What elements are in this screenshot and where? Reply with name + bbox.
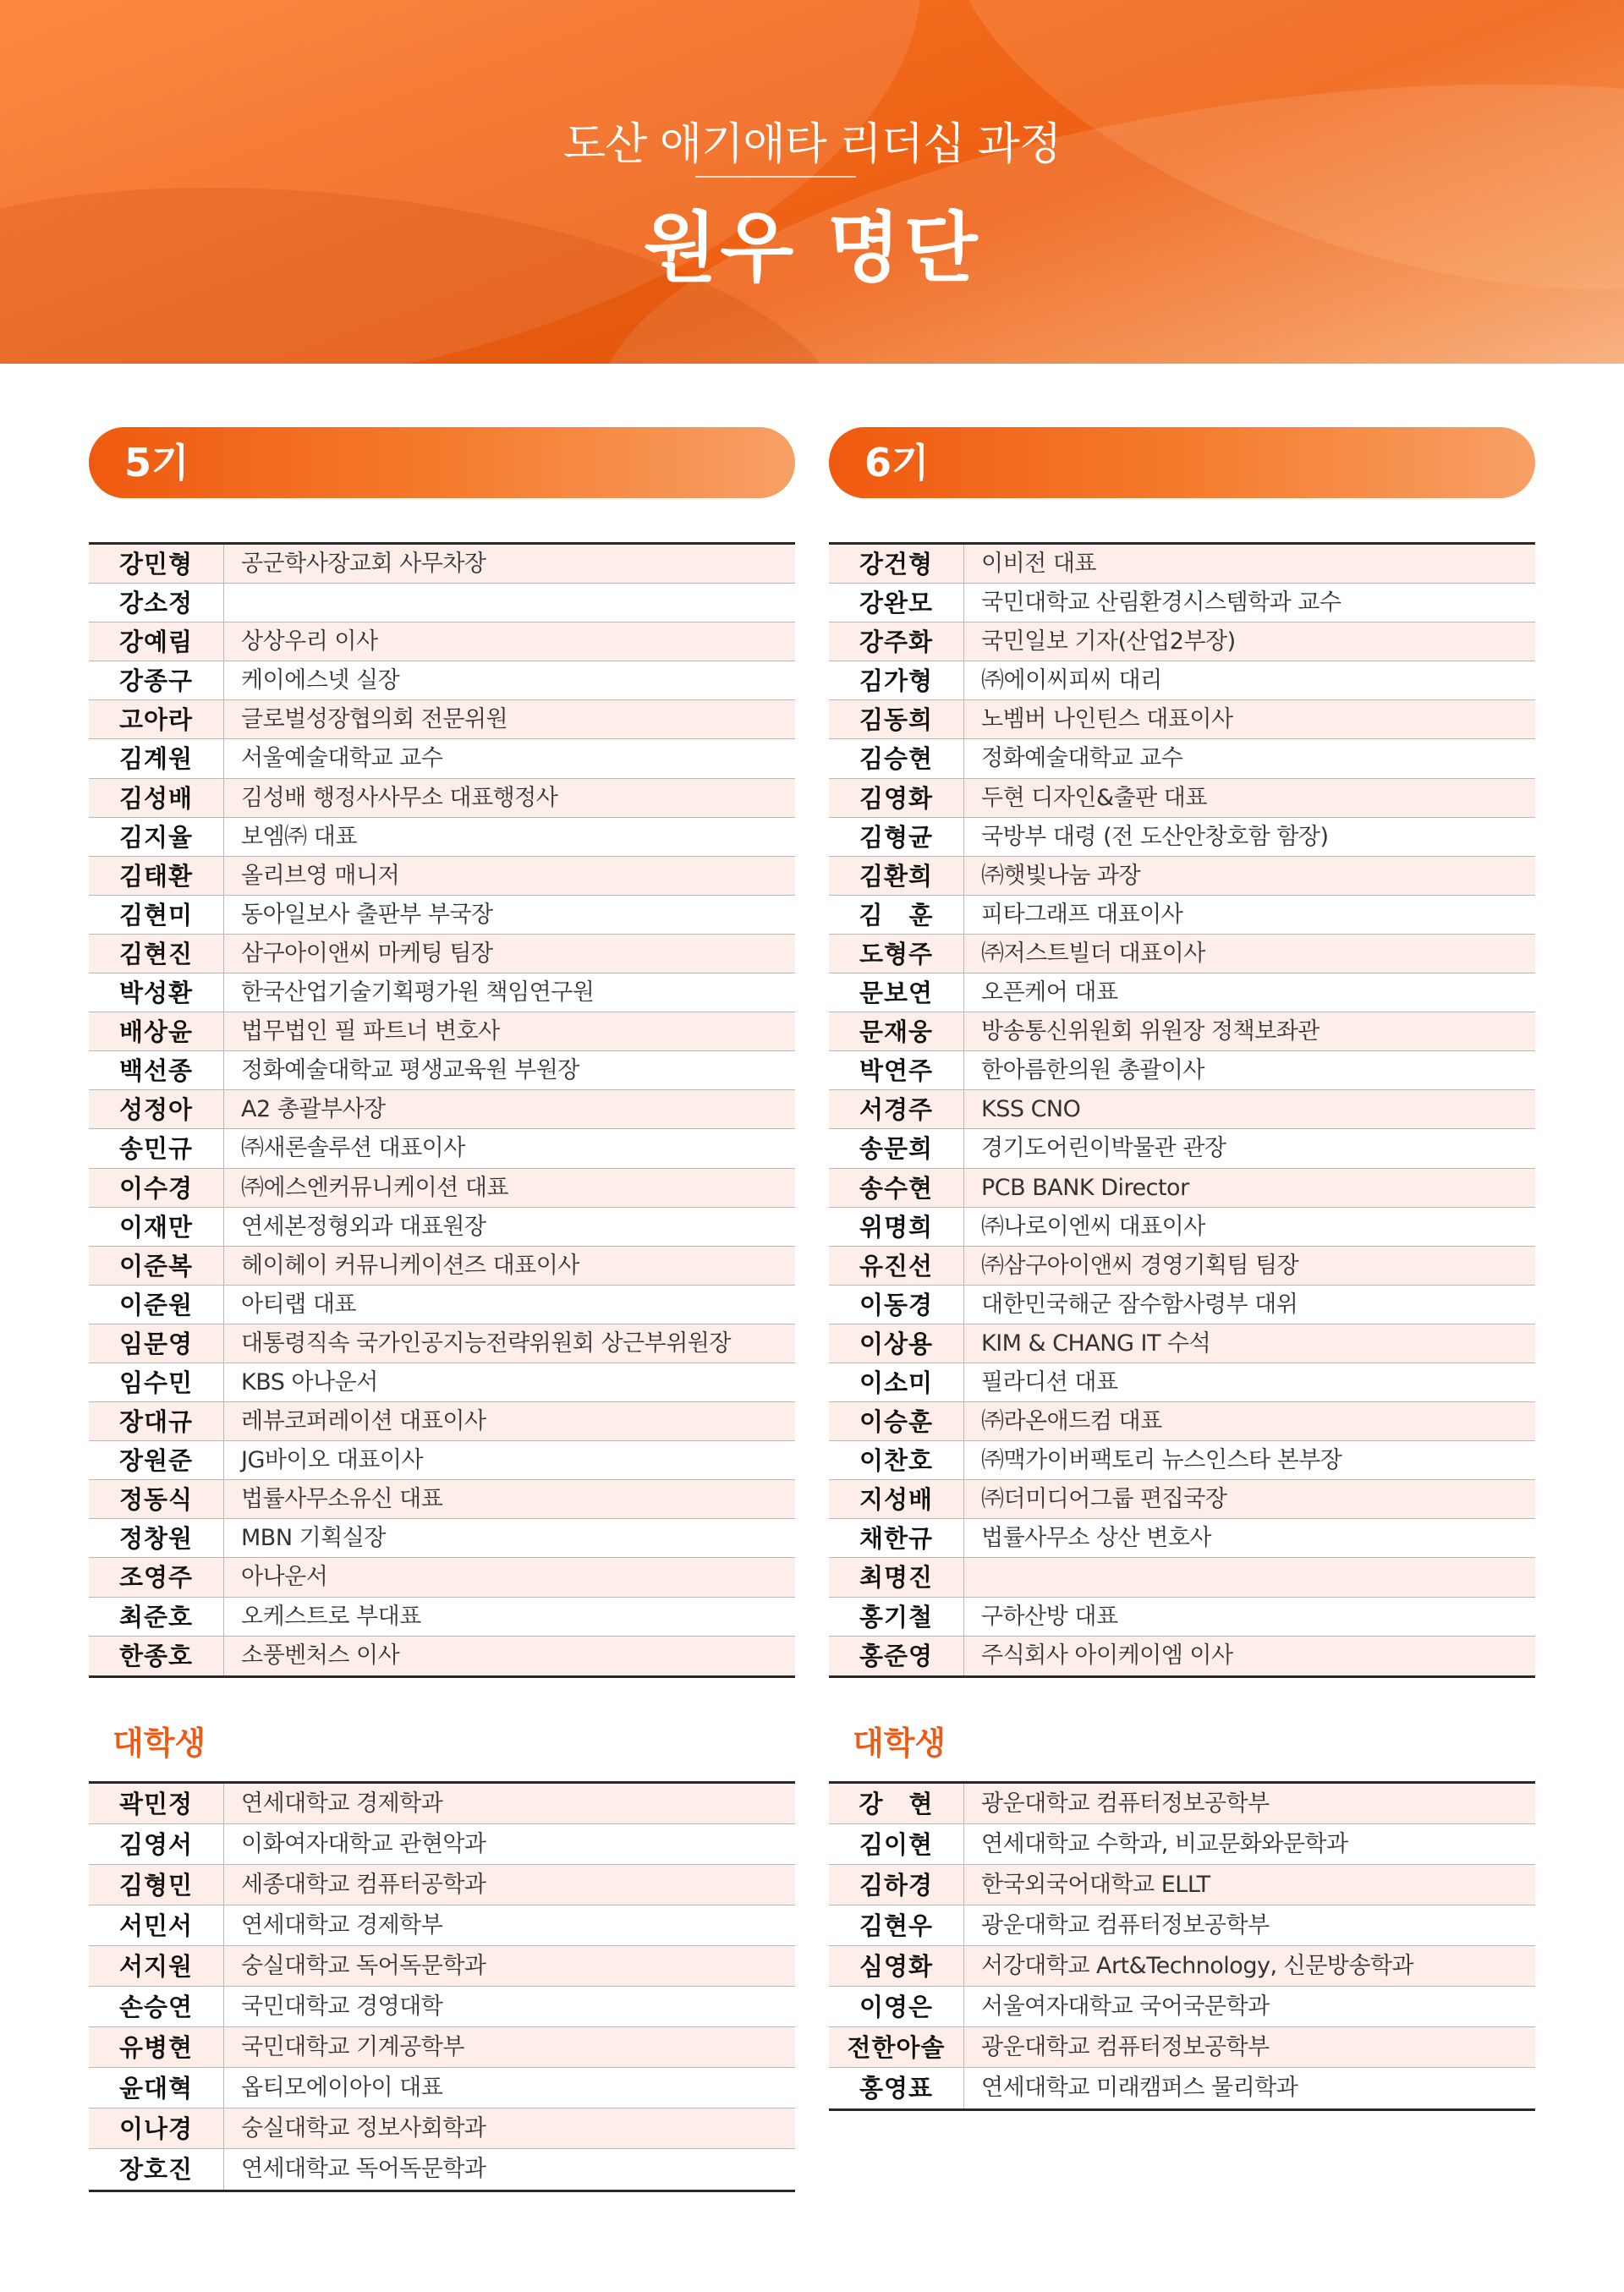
member-name: 서경주 bbox=[829, 1090, 964, 1128]
table-row bbox=[829, 584, 1535, 622]
member-affiliation: 서강대학교 Art&Technology, 신문방송학과 bbox=[981, 1952, 1414, 1979]
member-affiliation: 레뷰코퍼레이션 대표이사 bbox=[241, 1408, 486, 1435]
table-row bbox=[89, 1402, 795, 1441]
table-row bbox=[89, 739, 795, 778]
table-row bbox=[89, 2068, 795, 2108]
member-affiliation: 광운대학교 컴퓨터정보공학부 bbox=[981, 1790, 1270, 1817]
cohort-5-table bbox=[89, 542, 795, 1678]
table-row bbox=[89, 2149, 795, 2190]
cohort-6-table bbox=[829, 542, 1535, 1678]
member-name: 홍준영 bbox=[829, 1637, 964, 1675]
table-row bbox=[89, 1441, 795, 1480]
member-name: 고아라 bbox=[89, 700, 224, 738]
table-row bbox=[89, 1824, 795, 1865]
member-affiliation: 법무법인 필 파트너 변호사 bbox=[241, 1018, 500, 1045]
member-name: 김가형 bbox=[829, 661, 964, 699]
member-affiliation: 주식회사 아이케이엠 이사 bbox=[981, 1642, 1233, 1669]
member-name: 전한아솔 bbox=[829, 2027, 964, 2067]
table-row bbox=[829, 1051, 1535, 1090]
member-affiliation: PCB BANK Director bbox=[981, 1174, 1189, 1201]
member-name: 강민형 bbox=[89, 545, 224, 583]
table-row bbox=[89, 1286, 795, 1324]
member-affiliation: ㈜라온애드컴 대표 bbox=[981, 1408, 1162, 1435]
member-affiliation: 아티랩 대표 bbox=[241, 1291, 356, 1318]
member-name: 채한규 bbox=[829, 1519, 964, 1557]
member-name: 백선종 bbox=[89, 1051, 224, 1089]
member-affiliation: 구하산방 대표 bbox=[981, 1603, 1118, 1630]
member-name: 김환희 bbox=[829, 857, 964, 895]
member-affiliation bbox=[224, 584, 795, 622]
member-affiliation: 오픈케어 대표 bbox=[981, 979, 1118, 1006]
member-name: 심영화 bbox=[829, 1946, 964, 1986]
table-row bbox=[89, 1051, 795, 1090]
table-row bbox=[89, 818, 795, 857]
cohort-5-label: 5기 bbox=[89, 427, 795, 498]
member-affiliation: 연세대학교 미래캠퍼스 물리학과 bbox=[981, 2074, 1298, 2101]
table-row bbox=[89, 1480, 795, 1519]
table-row bbox=[829, 545, 1535, 584]
table-row bbox=[829, 1090, 1535, 1129]
table-row bbox=[89, 700, 795, 739]
member-affiliation: 서울예술대학교 교수 bbox=[241, 745, 443, 772]
table-row bbox=[89, 1987, 795, 2027]
member-name: 이동경 bbox=[829, 1286, 964, 1324]
member-name: 손승연 bbox=[89, 1987, 224, 2026]
table-row bbox=[89, 584, 795, 622]
member-affiliation: 동아일보사 출판부 부국장 bbox=[241, 901, 493, 928]
table-row bbox=[829, 1905, 1535, 1946]
member-name: 송문희 bbox=[829, 1129, 964, 1167]
member-affiliation: 정화예술대학교 평생교육원 부원장 bbox=[241, 1057, 579, 1084]
member-affiliation: 광운대학교 컴퓨터정보공학부 bbox=[981, 2033, 1270, 2060]
member-name: 송민규 bbox=[89, 1129, 224, 1167]
member-name: 김계원 bbox=[89, 739, 224, 777]
member-name: 문보연 bbox=[829, 973, 964, 1012]
member-name: 이소미 bbox=[829, 1363, 964, 1401]
table-row bbox=[829, 1402, 1535, 1441]
member-name: 김형균 bbox=[829, 818, 964, 856]
member-name: 김이현 bbox=[829, 1824, 964, 1864]
table-row bbox=[89, 1784, 795, 1824]
table-row bbox=[89, 1247, 795, 1286]
member-affiliation: 숭실대학교 독어독문학과 bbox=[241, 1952, 486, 1979]
member-name: 임문영 bbox=[89, 1324, 224, 1363]
member-name: 김현우 bbox=[829, 1905, 964, 1945]
member-name: 이승훈 bbox=[829, 1402, 964, 1440]
member-name: 김영서 bbox=[89, 1824, 224, 1864]
table-row bbox=[89, 1905, 795, 1946]
table-row bbox=[89, 1637, 795, 1675]
member-affiliation: KSS CNO bbox=[981, 1096, 1081, 1123]
table-row bbox=[829, 1286, 1535, 1324]
table-row bbox=[89, 779, 795, 818]
member-affiliation: ㈜에스엔커뮤니케이션 대표 bbox=[241, 1174, 508, 1201]
member-name: 유진선 bbox=[829, 1247, 964, 1285]
table-row bbox=[829, 1946, 1535, 1987]
member-affiliation: 숭실대학교 정보사회학과 bbox=[241, 2114, 486, 2141]
member-affiliation: JG바이오 대표이사 bbox=[241, 1447, 424, 1474]
member-name: 이상용 bbox=[829, 1324, 964, 1363]
member-name: 홍영표 bbox=[829, 2068, 964, 2108]
member-name: 서민서 bbox=[89, 1905, 224, 1945]
member-affiliation: 대한민국해군 잠수함사령부 대위 bbox=[981, 1291, 1298, 1318]
member-name: 최명진 bbox=[829, 1558, 964, 1596]
member-affiliation: 세종대학교 컴퓨터공학과 bbox=[241, 1871, 486, 1898]
member-name: 이준복 bbox=[89, 1247, 224, 1285]
member-name: 장원준 bbox=[89, 1441, 224, 1479]
member-name: 장호진 bbox=[89, 2149, 224, 2190]
table-row bbox=[829, 896, 1535, 935]
table-row bbox=[829, 622, 1535, 661]
table-row bbox=[829, 857, 1535, 896]
member-affiliation: 국민일보 기자(산업2부장) bbox=[981, 628, 1236, 655]
table-row bbox=[89, 1598, 795, 1637]
member-name: 윤대혁 bbox=[89, 2068, 224, 2108]
table-row bbox=[89, 1558, 795, 1597]
member-affiliation: ㈜에이씨피씨 대리 bbox=[981, 667, 1162, 694]
member-affiliation: ㈜햇빛나눔 과장 bbox=[981, 862, 1141, 889]
table-row bbox=[829, 1987, 1535, 2027]
member-name: 곽민정 bbox=[89, 1784, 224, 1823]
member-affiliation: 연세대학교 경제학부 bbox=[241, 1911, 443, 1938]
table-row bbox=[89, 545, 795, 584]
table-row bbox=[829, 935, 1535, 973]
member-name: 이찬호 bbox=[829, 1441, 964, 1479]
member-name: 김영화 bbox=[829, 779, 964, 817]
member-affiliation: A2 총괄부사장 bbox=[241, 1096, 386, 1123]
member-affiliation: 연세대학교 독어독문학과 bbox=[241, 2155, 486, 2182]
member-name: 한종호 bbox=[89, 1637, 224, 1675]
member-name: 김태환 bbox=[89, 857, 224, 895]
table-row bbox=[829, 1519, 1535, 1558]
member-affiliation: 국민대학교 기계공학부 bbox=[241, 2033, 464, 2060]
member-affiliation: 상상우리 이사 bbox=[241, 628, 378, 655]
member-affiliation: ㈜맥가이버팩토리 뉴스인스타 본부장 bbox=[981, 1447, 1342, 1474]
table-row bbox=[89, 1208, 795, 1247]
member-affiliation: 한아름한의원 총괄이사 bbox=[981, 1057, 1204, 1084]
table-row bbox=[89, 1129, 795, 1168]
member-affiliation: 소풍벤처스 이사 bbox=[241, 1642, 400, 1669]
member-name: 강완모 bbox=[829, 584, 964, 622]
member-name: 김동희 bbox=[829, 700, 964, 738]
table-row bbox=[89, 1169, 795, 1208]
member-affiliation: ㈜새론솔루션 대표이사 bbox=[241, 1135, 465, 1162]
table-row bbox=[829, 1784, 1535, 1824]
table-row bbox=[89, 1865, 795, 1905]
member-name: 김지율 bbox=[89, 818, 224, 856]
member-affiliation: 보엠㈜ 대표 bbox=[241, 823, 357, 850]
member-name: 장대규 bbox=[89, 1402, 224, 1440]
member-affiliation: 케이에스넷 실장 bbox=[241, 667, 400, 694]
member-affiliation: 노벰버 나인틴스 대표이사 bbox=[981, 706, 1233, 733]
table-row bbox=[829, 661, 1535, 700]
table-row bbox=[829, 818, 1535, 857]
table-row bbox=[829, 1637, 1535, 1675]
table-row bbox=[829, 1324, 1535, 1363]
member-affiliation: 연세대학교 수학과, 비교문화와문학과 bbox=[981, 1830, 1348, 1857]
table-row bbox=[89, 2108, 795, 2149]
table-row bbox=[829, 1441, 1535, 1480]
cohort-6-label: 6기 bbox=[829, 427, 1535, 498]
member-name: 성정아 bbox=[89, 1090, 224, 1128]
member-name: 최준호 bbox=[89, 1598, 224, 1636]
table-row bbox=[829, 2027, 1535, 2068]
member-name: 박성환 bbox=[89, 973, 224, 1012]
table-row bbox=[89, 973, 795, 1012]
member-affiliation: 삼구아이앤씨 마케팅 팀장 bbox=[241, 940, 493, 967]
cohort-6-students-heading: 대학생 bbox=[853, 1724, 946, 1762]
member-affiliation: 법률사무소 상산 변호사 bbox=[981, 1525, 1211, 1552]
member-name: 강주화 bbox=[829, 622, 964, 661]
member-affiliation: ㈜삼구아이앤씨 경영기획팀 팀장 bbox=[981, 1252, 1299, 1279]
member-name: 정창원 bbox=[89, 1519, 224, 1557]
member-name: 송수현 bbox=[829, 1169, 964, 1207]
member-affiliation: 국민대학교 산림환경시스템학과 교수 bbox=[981, 589, 1341, 617]
table-row bbox=[829, 1129, 1535, 1168]
member-affiliation: 방송통신위원회 위원장 정책보좌관 bbox=[981, 1018, 1320, 1045]
table-row bbox=[829, 973, 1535, 1012]
member-name: 유병현 bbox=[89, 2027, 224, 2067]
member-name: 위명희 bbox=[829, 1208, 964, 1246]
member-name: 배상윤 bbox=[89, 1012, 224, 1050]
table-row bbox=[829, 1865, 1535, 1905]
member-affiliation: 서울여자대학교 국어국문학과 bbox=[981, 1993, 1270, 2020]
member-name: 임수민 bbox=[89, 1363, 224, 1401]
member-name: 김 훈 bbox=[829, 896, 964, 934]
member-affiliation: ㈜나로이엔씨 대표이사 bbox=[981, 1213, 1205, 1240]
member-name: 강예림 bbox=[89, 622, 224, 661]
table-row bbox=[829, 739, 1535, 778]
table-row bbox=[829, 1247, 1535, 1286]
member-name: 지성배 bbox=[829, 1480, 964, 1518]
member-affiliation: 경기도어린이박물관 관장 bbox=[981, 1135, 1226, 1162]
member-affiliation: 법률사무소유신 대표 bbox=[241, 1486, 443, 1513]
table-row bbox=[89, 2027, 795, 2068]
program-subtitle: 도산 애기애타 리더십 과정 bbox=[562, 119, 1062, 170]
member-name: 강소정 bbox=[89, 584, 224, 622]
member-affiliation: 이화여자대학교 관현악과 bbox=[241, 1830, 486, 1857]
table-row bbox=[829, 1169, 1535, 1208]
member-name: 이준원 bbox=[89, 1286, 224, 1324]
member-affiliation: ㈜저스트빌더 대표이사 bbox=[981, 940, 1205, 967]
member-affiliation: 올리브영 매니저 bbox=[241, 862, 400, 889]
member-affiliation: KBS 아나운서 bbox=[241, 1368, 378, 1395]
cohort-5-students-heading: 대학생 bbox=[112, 1724, 206, 1762]
table-row bbox=[89, 1012, 795, 1051]
member-name: 김하경 bbox=[829, 1865, 964, 1905]
member-affiliation: 헤이헤이 커뮤니케이션즈 대표이사 bbox=[241, 1252, 579, 1279]
member-name: 김성배 bbox=[89, 779, 224, 817]
table-row bbox=[89, 857, 795, 896]
member-name: 강 현 bbox=[829, 1784, 964, 1823]
member-affiliation bbox=[964, 1558, 1535, 1596]
table-row bbox=[829, 1558, 1535, 1597]
table-row bbox=[89, 1946, 795, 1987]
cohort-5-column bbox=[89, 427, 795, 2192]
table-row bbox=[89, 1363, 795, 1402]
table-row bbox=[89, 622, 795, 661]
member-affiliation: 연세대학교 경제학과 bbox=[241, 1790, 443, 1817]
table-row bbox=[89, 896, 795, 935]
table-row bbox=[829, 1598, 1535, 1637]
member-affiliation: 정화예술대학교 교수 bbox=[981, 745, 1183, 772]
member-name: 김형민 bbox=[89, 1865, 224, 1905]
table-row bbox=[829, 700, 1535, 739]
member-affiliation: 오케스트로 부대표 bbox=[241, 1603, 421, 1630]
member-name: 강종구 bbox=[89, 661, 224, 699]
member-affiliation: 한국외국어대학교 ELLT bbox=[981, 1871, 1210, 1898]
header-banner bbox=[0, 0, 1624, 364]
member-affiliation: 글로벌성장협의회 전문위원 bbox=[241, 706, 508, 733]
member-affiliation: 연세본정형외과 대표원장 bbox=[241, 1213, 486, 1240]
table-row bbox=[89, 1324, 795, 1363]
cohort-6-column bbox=[829, 427, 1535, 2111]
member-affiliation: 피타그래프 대표이사 bbox=[981, 901, 1183, 928]
page-title: 원우 명단 bbox=[643, 204, 981, 293]
member-name: 서지원 bbox=[89, 1946, 224, 1986]
table-row bbox=[829, 1363, 1535, 1402]
member-name: 이영은 bbox=[829, 1987, 964, 2026]
table-row bbox=[89, 935, 795, 973]
table-row bbox=[829, 1208, 1535, 1247]
member-name: 이수경 bbox=[89, 1169, 224, 1207]
member-affiliation: 국방부 대령 (전 도산안창호함 함장) bbox=[981, 823, 1329, 850]
table-row bbox=[829, 779, 1535, 818]
member-name: 이재만 bbox=[89, 1208, 224, 1246]
member-name: 강건형 bbox=[829, 545, 964, 583]
member-affiliation: 한국산업기술기획평가원 책임연구원 bbox=[241, 979, 595, 1006]
member-affiliation: KIM & CHANG IT 수석 bbox=[981, 1330, 1211, 1357]
member-affiliation: 옵티모에이아이 대표 bbox=[241, 2074, 443, 2101]
table-row bbox=[89, 1519, 795, 1558]
cohort-6-students-table bbox=[829, 1781, 1535, 2111]
member-name: 정동식 bbox=[89, 1480, 224, 1518]
table-row bbox=[829, 2068, 1535, 2108]
member-name: 김현진 bbox=[89, 935, 224, 973]
member-name: 이나경 bbox=[89, 2108, 224, 2148]
member-affiliation: 필라디션 대표 bbox=[981, 1368, 1118, 1395]
member-name: 김승현 bbox=[829, 739, 964, 777]
member-affiliation: 광운대학교 컴퓨터정보공학부 bbox=[981, 1911, 1270, 1938]
table-row bbox=[89, 1090, 795, 1129]
member-affiliation: 이비전 대표 bbox=[981, 551, 1096, 577]
cohort-5-students-table bbox=[89, 1781, 795, 2192]
table-row bbox=[829, 1012, 1535, 1051]
member-affiliation: 대통령직속 국가인공지능전략위원회 상근부위원장 bbox=[241, 1330, 731, 1357]
member-name: 김현미 bbox=[89, 896, 224, 934]
table-row bbox=[829, 1824, 1535, 1865]
member-affiliation: 아나운서 bbox=[241, 1564, 328, 1591]
member-name: 박연주 bbox=[829, 1051, 964, 1089]
table-row bbox=[829, 1480, 1535, 1519]
member-affiliation: 공군학사장교회 사무차장 bbox=[241, 551, 486, 577]
member-affiliation: ㈜더미디어그룹 편집국장 bbox=[981, 1486, 1227, 1513]
member-affiliation: 김성배 행정사사무소 대표행정사 bbox=[241, 784, 558, 811]
member-name: 문재웅 bbox=[829, 1012, 964, 1050]
member-name: 조영주 bbox=[89, 1558, 224, 1596]
member-affiliation: 국민대학교 경영대학 bbox=[241, 1993, 443, 2020]
title-divider bbox=[695, 176, 856, 178]
member-affiliation: MBN 기획실장 bbox=[241, 1525, 386, 1552]
member-name: 도형주 bbox=[829, 935, 964, 973]
member-affiliation: 두현 디자인&출판 대표 bbox=[981, 784, 1207, 811]
table-row bbox=[89, 661, 795, 700]
member-name: 홍기철 bbox=[829, 1598, 964, 1636]
